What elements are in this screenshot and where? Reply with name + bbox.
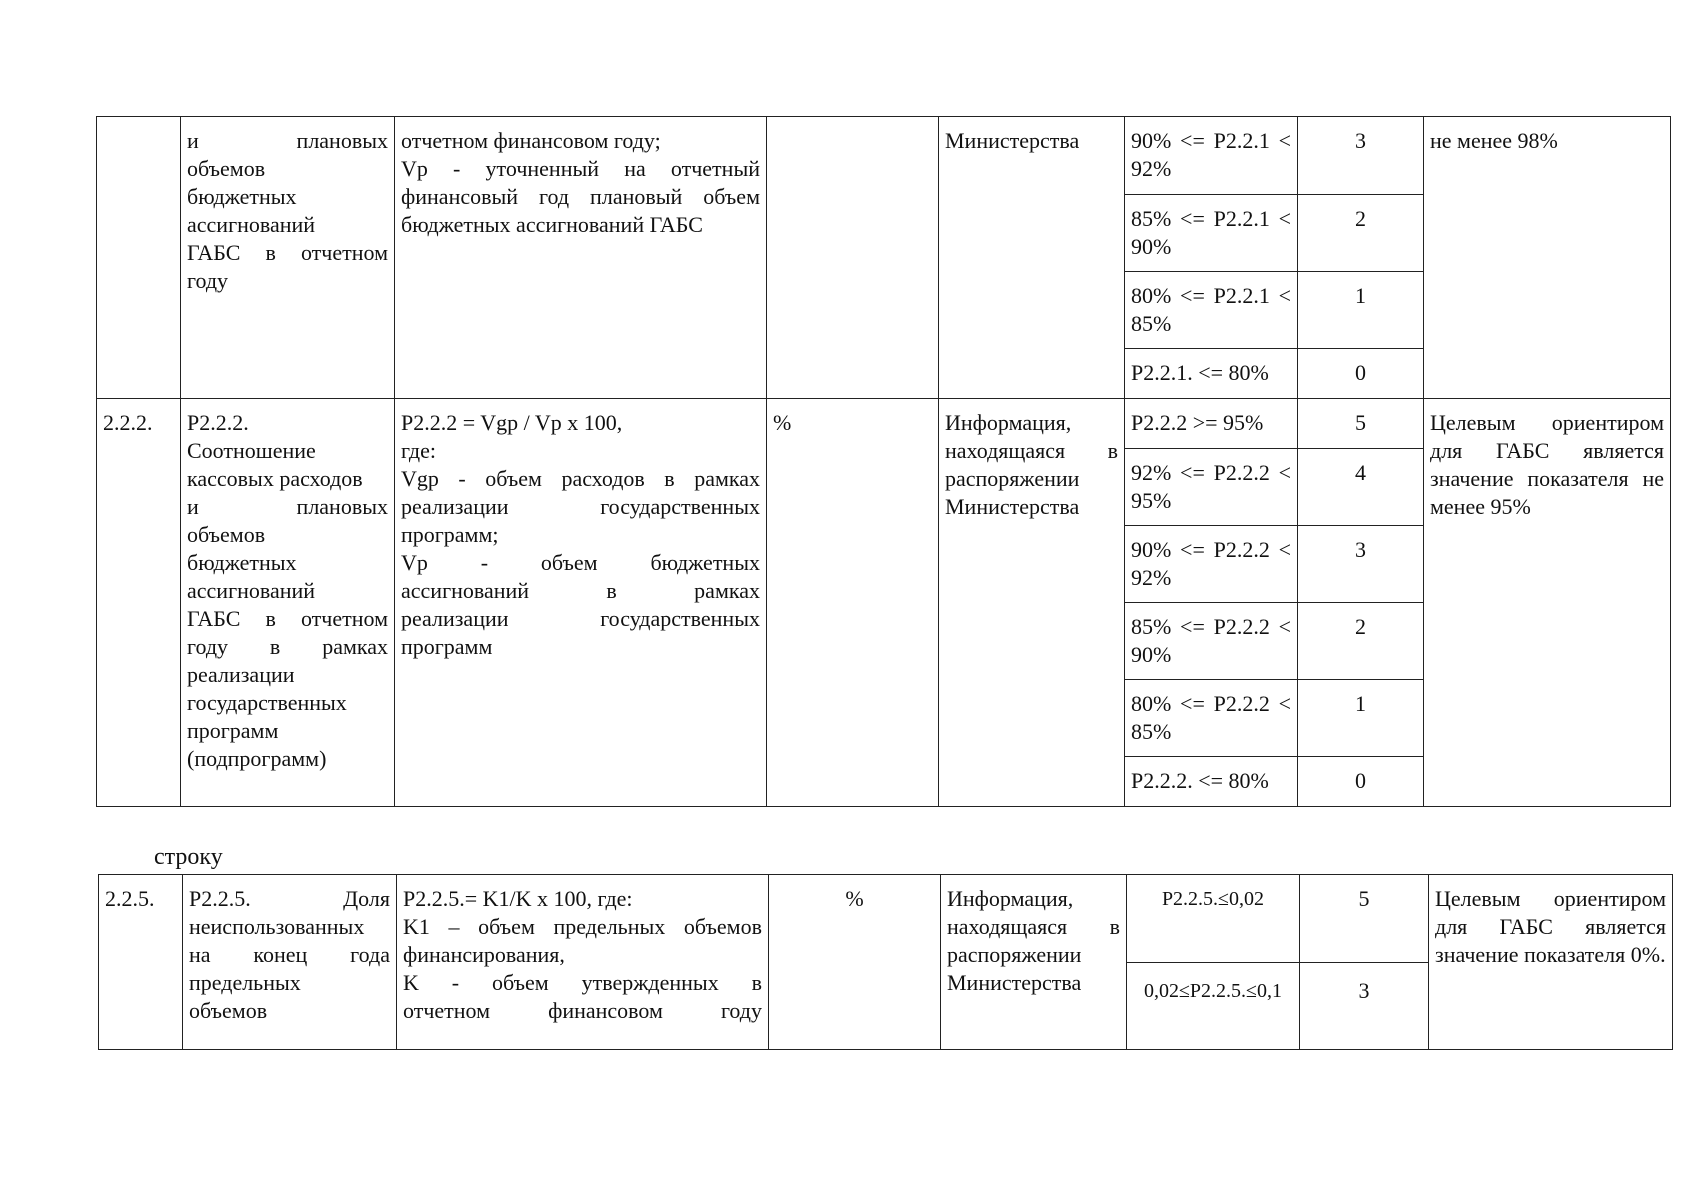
row-number-cell bbox=[97, 117, 181, 399]
name-line: на конец года bbox=[189, 942, 390, 967]
criteria-score: 0 bbox=[1298, 757, 1424, 807]
name-line: предельных bbox=[189, 970, 301, 995]
indicator-name-cell bbox=[183, 875, 397, 1050]
name-line: бюджетных bbox=[187, 184, 297, 209]
criteria-score: 5 bbox=[1298, 399, 1424, 449]
criteria-condition: P2.2.2. <= 80% bbox=[1125, 757, 1298, 807]
name-line: P2.2.2. bbox=[187, 410, 249, 435]
formula-line: P2.2.5.= K1/K x 100, где: bbox=[403, 886, 633, 911]
indicator-name-cell bbox=[181, 117, 395, 399]
criteria-score: 1 bbox=[1298, 680, 1424, 757]
criteria-condition: 90% <= P2.2.2 < 92% bbox=[1125, 526, 1298, 603]
name-line: ГАБС в отчетном bbox=[187, 606, 388, 631]
criteria-score: 3 bbox=[1300, 963, 1429, 1050]
name-line: (подпрограмм) bbox=[187, 746, 327, 771]
criteria-condition: 0,02≤P2.2.5.≤0,1 bbox=[1127, 963, 1300, 1050]
criteria-condition: P2.2.2 >= 95% bbox=[1125, 399, 1298, 449]
formula-line: финансирования, bbox=[403, 942, 565, 967]
name-line: программ bbox=[187, 718, 279, 743]
source-cell: Информация, находящаяся в распоряжении Министерства bbox=[941, 875, 1127, 1050]
source-cell: Министерства bbox=[939, 117, 1125, 399]
name-line: году в рамках bbox=[187, 634, 388, 659]
indicators-table-lower bbox=[98, 874, 1673, 1050]
formula-line: отчетном финансовом году bbox=[403, 998, 762, 1023]
formula-cell bbox=[397, 875, 769, 1050]
name-line: ассигнований bbox=[187, 578, 316, 603]
formula-cell bbox=[395, 117, 767, 399]
unit-cell bbox=[767, 117, 939, 399]
target-cell: Целевым ориентиром для ГАБС является значение показателя не менее 95% bbox=[1424, 399, 1671, 807]
formula-line: программ; bbox=[401, 522, 499, 547]
name-line: ГАБС в отчетном bbox=[187, 240, 388, 265]
name-line: объемов bbox=[187, 522, 266, 547]
formula-line: K1 – объем предельных объемов bbox=[403, 914, 762, 939]
name-line: кассовых расходов bbox=[187, 466, 363, 491]
formula-line: Vp - уточненный на отчетный bbox=[401, 156, 760, 181]
criteria-score: 1 bbox=[1298, 272, 1424, 349]
source-cell: Информация, находящаяся в распоряжении Министерства bbox=[939, 399, 1125, 807]
formula-line: K - объем утвержденных в bbox=[403, 970, 762, 995]
criteria-condition: 92% <= P2.2.2 < 95% bbox=[1125, 449, 1298, 526]
formula-line: программ bbox=[401, 634, 493, 659]
name-line: ассигнований bbox=[187, 212, 316, 237]
name-line: и плановых bbox=[187, 128, 388, 153]
name-line: году bbox=[187, 268, 229, 293]
name-line: объемов bbox=[187, 156, 266, 181]
indicator-name-cell bbox=[181, 399, 395, 807]
formula-line: реализации государственных bbox=[401, 606, 760, 631]
criteria-score: 5 bbox=[1300, 875, 1429, 963]
name-line: государственных bbox=[187, 690, 347, 715]
formula-line: ассигнований в рамках bbox=[401, 578, 760, 603]
formula-line: Vp - объем бюджетных bbox=[401, 550, 760, 575]
name-line: реализации bbox=[187, 662, 295, 687]
name-line: объемов bbox=[189, 998, 268, 1023]
unit-cell: % bbox=[767, 399, 939, 807]
criteria-score: 2 bbox=[1298, 195, 1424, 272]
target-cell: Целевым ориентиром для ГАБС является значение показателя 0%. bbox=[1429, 875, 1673, 1050]
unit-cell: % bbox=[769, 875, 941, 1050]
criteria-condition: 80% <= P2.2.1 < 85% bbox=[1125, 272, 1298, 349]
formula-line: отчетном финансовом году; bbox=[401, 128, 661, 153]
name-line: бюджетных bbox=[187, 550, 297, 575]
criteria-score: 0 bbox=[1298, 349, 1424, 399]
criteria-condition: 90% <= P2.2.1 < 92% bbox=[1125, 117, 1298, 195]
target-cell: не менее 98% bbox=[1424, 117, 1671, 399]
formula-line: где: bbox=[401, 438, 436, 463]
formula-line: реализации государственных bbox=[401, 494, 760, 519]
name-line: и плановых bbox=[187, 494, 388, 519]
formula-line: Vgp - объем расходов в рамках bbox=[401, 466, 760, 491]
criteria-score: 3 bbox=[1298, 526, 1424, 603]
formula-line: P2.2.2 = Vgp / Vp x 100, bbox=[401, 410, 623, 435]
row-number-cell: 2.2.2. bbox=[97, 399, 181, 807]
criteria-score: 2 bbox=[1298, 603, 1424, 680]
indicators-table-upper bbox=[96, 116, 1671, 807]
insertion-note: строку bbox=[154, 844, 223, 870]
formula-line: бюджетных ассигнований ГАБС bbox=[401, 212, 703, 237]
name-line: неиспользованных bbox=[189, 914, 365, 939]
formula-line: финансовый год плановый объем bbox=[401, 184, 760, 209]
name-line: P2.2.5. Доля bbox=[189, 886, 390, 911]
criteria-condition: 85% <= P2.2.2 < 90% bbox=[1125, 603, 1298, 680]
criteria-condition: 85% <= P2.2.1 < 90% bbox=[1125, 195, 1298, 272]
criteria-score: 4 bbox=[1298, 449, 1424, 526]
criteria-condition: P2.2.5.≤0,02 bbox=[1127, 875, 1300, 963]
criteria-score: 3 bbox=[1298, 117, 1424, 195]
criteria-condition: 80% <= P2.2.2 < 85% bbox=[1125, 680, 1298, 757]
row-number-cell: 2.2.5. bbox=[99, 875, 183, 1050]
formula-cell bbox=[395, 399, 767, 807]
criteria-condition: P2.2.1. <= 80% bbox=[1125, 349, 1298, 399]
name-line: Соотношение bbox=[187, 438, 316, 463]
